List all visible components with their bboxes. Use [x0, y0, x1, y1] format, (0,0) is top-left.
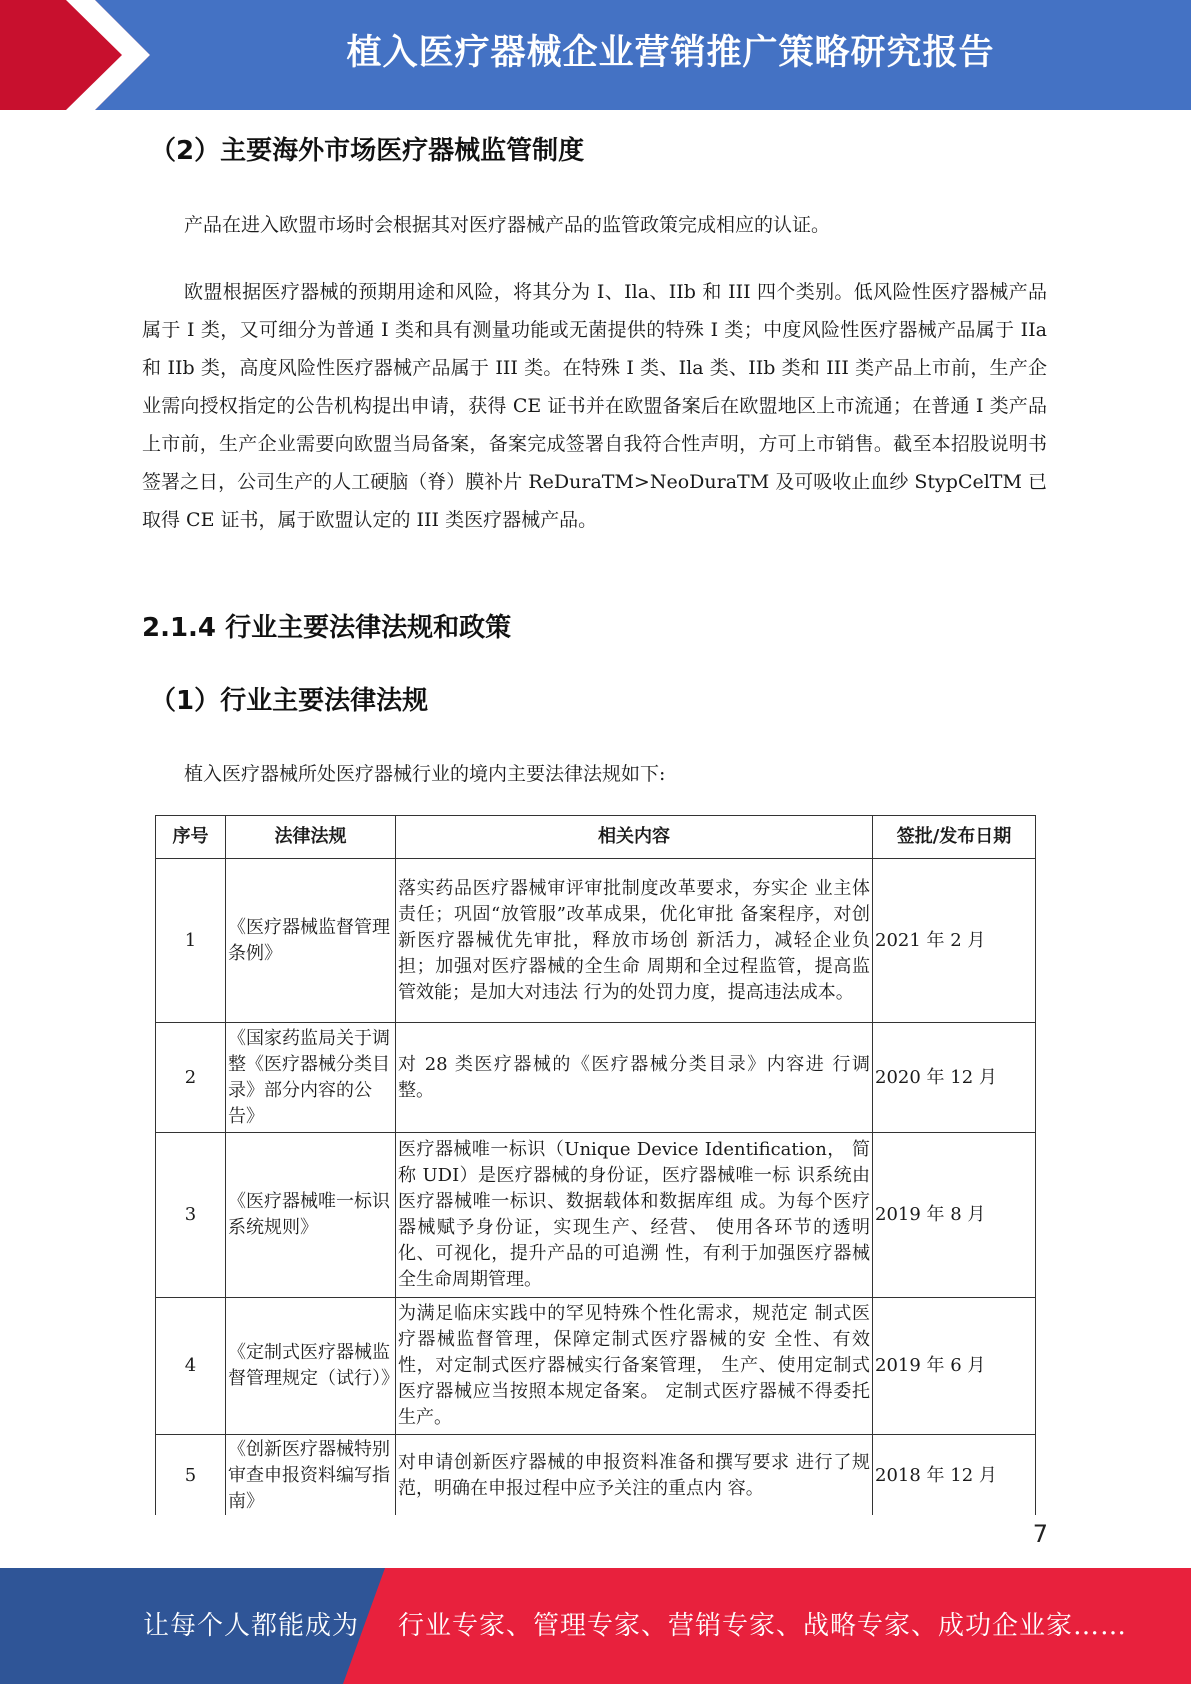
- subheading-overseas-regulation: （2）主要海外市场医疗器械监管制度: [150, 136, 585, 166]
- cell-date: 2018 年 12 月: [873, 1435, 1036, 1516]
- section-heading-laws-policies: 2.1.4 行业主要法律法规和政策: [142, 613, 512, 643]
- cell-content: 为满足临床实践中的罕见特殊个性化需求，规范定 制式医疗器械监督管理，保障定制式医疗器械的安 全性、有效性，对定制式医疗器械实行备案管理， 生产、使用定制式医疗器械应当按照本规定备案。 定制式医疗器械不得委托生产。: [396, 1298, 873, 1435]
- paragraph-eu-certification: 产品在进入欧盟市场时会根据其对医疗器械产品的监管政策完成相应的认证。: [184, 214, 831, 236]
- cell-date: 2019 年 6 月: [873, 1298, 1036, 1435]
- cell-no: 1: [156, 859, 226, 1023]
- footer-slogan-left: 让每个人都能成为: [143, 1611, 360, 1641]
- table-row: [156, 1023, 1036, 1133]
- paragraph-table-intro: 植入医疗器械所处医疗器械行业的境内主要法律法规如下:: [184, 763, 666, 785]
- subheading-main-laws: （1）行业主要法律法规: [150, 686, 429, 716]
- table-row: [156, 1298, 1036, 1435]
- cell-no: 2: [156, 1023, 226, 1133]
- cell-law: 《定制式医疗器械监督管理规定（试行）》: [226, 1298, 396, 1435]
- footer-slogan-right: 行业专家、管理专家、营销专家、战略专家、成功企业家……: [398, 1611, 1128, 1641]
- cell-law: 《医疗器械监督管理条例》: [226, 859, 396, 1023]
- header-date: 签批/发布日期: [873, 816, 1036, 859]
- table-row: [156, 1435, 1036, 1516]
- cell-date: 2020 年 12 月: [873, 1023, 1036, 1133]
- header-no: 序号: [156, 816, 226, 859]
- header-law: 法律法规: [226, 816, 396, 859]
- cell-law: 《创新医疗器械特别审查申报资料编写指南》: [226, 1435, 396, 1516]
- paragraph-eu-classification: 欧盟根据医疗器械的预期用途和风险，将其分为 I、Ila、IIb 和 III 四个类别。低风险性医疗器械产品属于 I 类，又可细分为普通 I 类和具有测量功能或无菌提供的特殊 I 类；中度风险性医疗器械产品属于 IIa 和 IIb 类，高度风险性医疗器械产品属于 III 类。在特殊 I 类、Ila 类、IIb 类和 III 类产品上市前，生产企业需向授权指定的公告机构提出申请，获得 CE 证书并在欧盟备案后在欧盟地区上市流通；在普通 I 类产品上市前，生产企业需要向欧盟当局备案，备案完成签署自我符合性声明，方可上市销售。截至本招股说明书签署之日，公司生产的人工硬脑（脊）膜补片 ReDuraTM>NeoDuraTM 及可吸收止血纱 StypCelTM 已取得 CE 证书，属于欧盟认定的 III 类医疗器械产品。: [142, 281, 1047, 531]
- cell-content: 医疗器械唯一标识（Unique Device Identification， 简称 UDI）是医疗器械的身份证，医疗器械唯一标 识系统由医疗器械唯一标识、数据载体和数据库组 成。为每个医疗器械赋予身份证，实现生产、经营、 使用各环节的透明化、可视化，提升产品的可追溯 性，有利于加强医疗器械全生命周期管理。: [396, 1133, 873, 1298]
- laws-table-container: [150, 810, 1045, 1515]
- cell-no: 5: [156, 1435, 226, 1516]
- cell-date: 2021 年 2 月: [873, 859, 1036, 1023]
- header-content: 相关内容: [396, 816, 873, 859]
- laws-table: [155, 815, 1036, 1515]
- cell-content: 落实药品医疗器械审评审批制度改革要求，夯实企 业主体责任；巩固“放管服”改革成果，优化审批 备案程序，对创新医疗器械优先审批，释放市场创 新活力，减轻企业负担；加强对医疗器械的全生命 周期和全过程监管，提高监管效能；是加大对违法 行为的处罚力度，提高违法成本。: [396, 859, 873, 1023]
- cell-content: 对 28 类医疗器械的《医疗器械分类目录》内容进 行调整。: [396, 1023, 873, 1133]
- table-row: [156, 859, 1036, 1023]
- page-number: 7: [1032, 1520, 1048, 1548]
- cell-content: 对申请创新医疗器械的申报资料准备和撰写要求 进行了规范，明确在申报过程中应予关注的重点内 容。: [396, 1435, 873, 1516]
- page-footer: [0, 1568, 1191, 1684]
- cell-no: 4: [156, 1298, 226, 1435]
- table-header-row: [156, 816, 1036, 859]
- cell-no: 3: [156, 1133, 226, 1298]
- cell-date: 2019 年 8 月: [873, 1133, 1036, 1298]
- cell-law: 《医疗器械唯一标识系统规则》: [226, 1133, 396, 1298]
- cell-law: 《国家药监局关于调整《医疗器械分类目录》部分内容的公告》: [226, 1023, 396, 1133]
- page-header: [0, 0, 1191, 110]
- table-row: [156, 1133, 1036, 1298]
- report-title: 植入医疗器械企业营销推广策略研究报告: [346, 33, 995, 73]
